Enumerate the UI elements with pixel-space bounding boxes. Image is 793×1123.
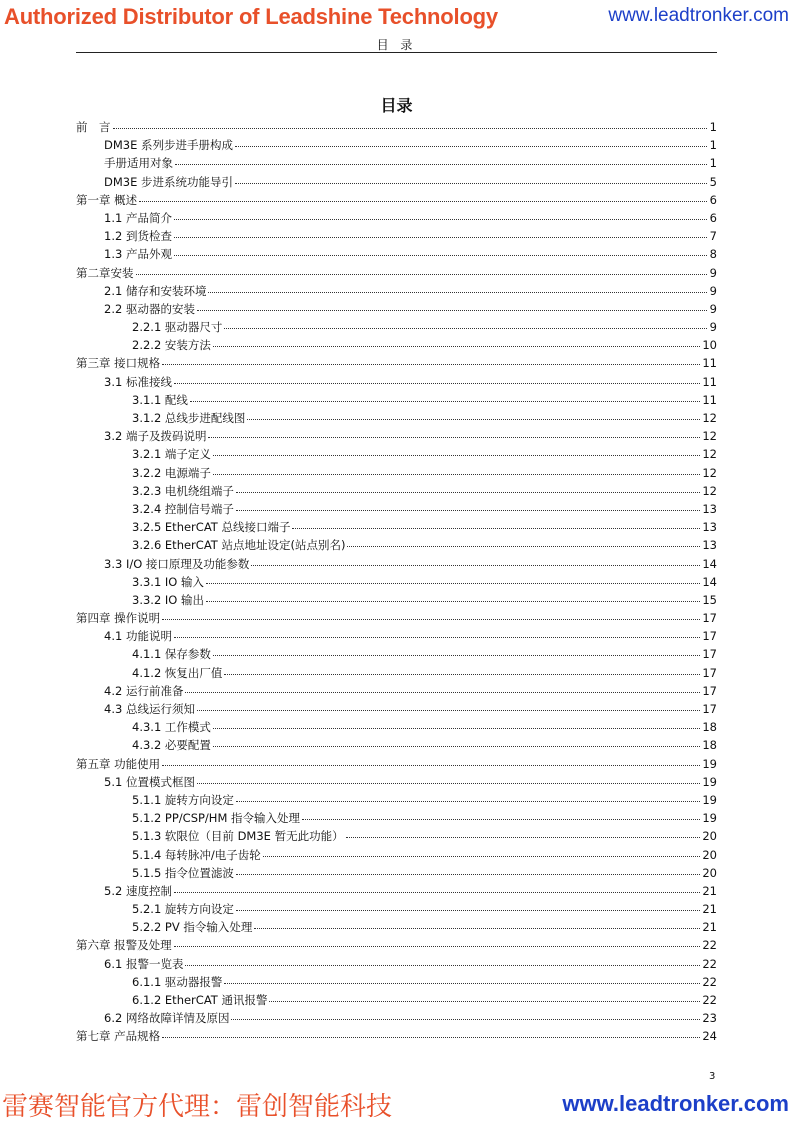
toc-entry[interactable]: [76, 627, 717, 645]
toc-entry[interactable]: [76, 427, 717, 445]
toc-entry-title: 手册适用对象: [104, 156, 173, 171]
toc-entry[interactable]: [76, 682, 717, 700]
toc-entry[interactable]: [76, 936, 717, 954]
toc-entry-title: 3.2.2 电源端子: [132, 465, 211, 480]
toc-entry-title: 第二章安装: [76, 265, 134, 280]
footer-website-link[interactable]: www.leadtronker.com: [562, 1091, 789, 1116]
toc-dot-leader: [206, 573, 700, 584]
toc-entry-page: 22: [702, 956, 717, 971]
toc-dot-leader: [213, 464, 700, 475]
table-of-contents: [76, 118, 717, 1046]
toc-entry[interactable]: [76, 1009, 717, 1027]
toc-dot-leader: [162, 755, 700, 766]
toc-entry-title: 2.2.2 安装方法: [132, 338, 211, 353]
toc-entry-title: 5.1.2 PP/CSP/HM 指令输入处理: [132, 811, 301, 826]
toc-entry-title: 5.1.4 每转脉冲/电子齿轮: [132, 847, 261, 862]
toc-entry[interactable]: [76, 336, 717, 354]
toc-entry-title: 3.2.5 EtherCAT 总线接口端子: [132, 520, 291, 535]
toc-dot-leader: [174, 227, 707, 238]
toc-entry-title: 4.2 运行前准备: [104, 683, 184, 698]
toc-entry-page: 11: [702, 374, 717, 389]
toc-entry-page: 22: [702, 993, 717, 1007]
toc-dot-leader: [236, 482, 700, 493]
toc-entry[interactable]: [76, 609, 717, 627]
toc-entry[interactable]: [76, 282, 717, 300]
toc-entry-title: 5.2.2 PV 指令输入处理: [132, 920, 253, 935]
toc-entry-page: 12: [702, 483, 717, 498]
toc-dot-leader: [236, 500, 700, 511]
toc-entry[interactable]: [76, 827, 717, 845]
toc-entry-title: 4.1 功能说明: [104, 629, 172, 644]
toc-entry-page: 1: [709, 120, 717, 134]
toc-entry-title: 3.2.3 电机绕组端子: [132, 483, 234, 498]
toc-entry-title: DM3E 系列步进手册构成: [104, 138, 234, 153]
toc-entry[interactable]: [76, 173, 717, 191]
toc-dot-leader: [174, 627, 700, 638]
toc-entry-title: 4.3.1 工作模式: [132, 720, 211, 735]
toc-dot-leader: [113, 118, 708, 129]
toc-dot-leader: [236, 900, 700, 911]
toc-entry[interactable]: [76, 918, 717, 936]
footer-agent-text: 雷赛智能官方代理：雷创智能科技: [2, 1092, 393, 1122]
page-number: 3: [709, 1071, 716, 1082]
toc-entry-title: 第三章 接口规格: [76, 356, 161, 371]
toc-entry-page: 17: [702, 665, 717, 680]
toc-entry-title: 3.3 I/O 接口原理及功能参数: [104, 556, 250, 571]
toc-entry[interactable]: [76, 391, 717, 409]
toc-entry[interactable]: [76, 846, 717, 864]
toc-entry-page: 9: [709, 283, 717, 298]
toc-entry-title: 3.2.6 EtherCAT 站点地址设定(站点别名): [132, 538, 346, 553]
toc-dot-leader: [162, 354, 700, 365]
toc-entry[interactable]: [76, 536, 717, 554]
toc-entry-page: 11: [702, 356, 717, 371]
toc-entry[interactable]: [76, 555, 717, 573]
toc-entry[interactable]: [76, 154, 717, 172]
toc-dot-leader: [224, 664, 700, 675]
toc-entry[interactable]: [76, 209, 717, 227]
toc-entry[interactable]: [76, 955, 717, 973]
toc-title: 目录: [380, 96, 413, 115]
toc-dot-leader: [263, 846, 701, 857]
toc-entry[interactable]: [76, 718, 717, 736]
toc-entry-title: 4.3.2 必要配置: [132, 738, 211, 753]
toc-entry-title: 5.1.1 旋转方向设定: [132, 792, 234, 807]
toc-entry[interactable]: [76, 973, 717, 991]
toc-entry[interactable]: [76, 809, 717, 827]
toc-dot-leader: [174, 245, 707, 256]
toc-entry-title: 第六章 报警及处理: [76, 938, 172, 953]
toc-entry[interactable]: [76, 445, 717, 463]
toc-entry-page: 19: [702, 811, 717, 826]
toc-entry-title: 第四章 操作说明: [76, 611, 161, 626]
toc-entry-page: 17: [702, 611, 717, 626]
toc-entry[interactable]: [76, 245, 717, 263]
toc-dot-leader: [224, 318, 707, 329]
toc-entry-page: 1: [709, 138, 717, 153]
toc-dot-leader: [197, 300, 707, 311]
toc-entry-page: 13: [702, 520, 717, 535]
toc-dot-leader: [208, 282, 707, 293]
toc-entry-title: 第一章 概述: [76, 192, 138, 207]
toc-dot-leader: [251, 555, 700, 566]
toc-entry-page: 23: [702, 1011, 717, 1026]
toc-entry[interactable]: [76, 373, 717, 391]
toc-entry[interactable]: [76, 700, 717, 718]
header-distributor-text: Authorized Distributor of Leadshine Technology: [4, 4, 498, 29]
toc-entry[interactable]: [76, 136, 717, 154]
toc-entry[interactable]: [76, 409, 717, 427]
toc-entry[interactable]: [76, 864, 717, 882]
toc-entry-page: 6: [709, 210, 717, 225]
toc-entry-title: 5.2 速度控制: [104, 883, 172, 898]
toc-entry-title: 5.1 位置模式框图: [104, 774, 195, 789]
toc-entry-page: 17: [702, 702, 717, 716]
toc-entry[interactable]: [76, 755, 717, 773]
toc-entry[interactable]: [76, 500, 717, 518]
toc-entry-page: 21: [702, 920, 717, 935]
toc-dot-leader: [292, 518, 700, 529]
toc-entry-page: 12: [702, 465, 717, 480]
toc-dot-leader: [190, 391, 700, 402]
toc-entry-title: 3.1.2 总线步进配线图: [132, 411, 246, 425]
toc-entry-page: 9: [709, 320, 717, 335]
toc-dot-leader: [208, 427, 700, 438]
toc-entry-page: 14: [702, 574, 717, 589]
toc-dot-leader: [174, 209, 707, 220]
toc-dot-leader: [269, 991, 700, 1002]
toc-entry[interactable]: [76, 591, 717, 609]
toc-entry-page: 20: [702, 847, 717, 862]
toc-entry-title: 3.1 标准接线: [104, 374, 172, 389]
toc-entry-page: 19: [702, 756, 717, 771]
toc-entry[interactable]: [76, 900, 717, 918]
toc-entry-page: 6: [709, 192, 717, 207]
toc-entry-title: 5.2.1 旋转方向设定: [132, 902, 234, 917]
toc-dot-leader: [213, 445, 700, 456]
toc-dot-leader: [174, 373, 700, 384]
toc-entry-page: 19: [702, 792, 717, 807]
toc-entry[interactable]: [76, 991, 717, 1009]
toc-entry[interactable]: [76, 736, 717, 754]
toc-entry-title: 6.1.1 驱动器报警: [132, 974, 223, 989]
toc-entry-page: 17: [702, 683, 717, 698]
toc-dot-leader: [162, 1027, 700, 1038]
toc-dot-leader: [213, 718, 700, 729]
toc-entry-page: 9: [709, 265, 717, 280]
toc-entry[interactable]: [76, 191, 717, 209]
toc-entry-title: 3.3.2 IO 输出: [132, 592, 205, 607]
toc-entry-title: 第七章 产品规格: [76, 1029, 161, 1044]
toc-entry-title: 6.1 报警一览表: [104, 956, 184, 971]
toc-entry-title: 2.2 驱动器的安装: [104, 301, 195, 316]
header-divider: [76, 52, 717, 53]
toc-dot-leader: [302, 809, 700, 820]
toc-entry-page: 13: [702, 538, 717, 553]
toc-entry-title: 3.2.1 端子定义: [132, 447, 211, 462]
toc-entry[interactable]: [76, 573, 717, 591]
toc-entry-page: 12: [702, 429, 717, 444]
toc-dot-leader: [213, 645, 700, 656]
toc-entry[interactable]: [76, 318, 717, 336]
toc-entry-title: 4.1.2 恢复出厂值: [132, 665, 223, 680]
toc-entry-title: 5.1.3 软限位（目前 DM3E 暂无此功能）: [132, 829, 344, 844]
toc-dot-leader: [347, 536, 700, 547]
toc-entry-title: 4.1.1 保存参数: [132, 647, 211, 662]
toc-dot-leader: [213, 736, 700, 747]
toc-entry-page: 5: [709, 174, 717, 189]
toc-entry-title: 前 言: [76, 120, 111, 134]
toc-entry-title: 3.1.1 配线: [132, 392, 188, 407]
toc-entry-page: 17: [702, 629, 717, 644]
toc-entry-page: 13: [702, 501, 717, 516]
toc-entry[interactable]: [76, 773, 717, 791]
toc-dot-leader: [235, 173, 707, 184]
toc-entry[interactable]: [76, 791, 717, 809]
toc-dot-leader: [197, 700, 700, 711]
header-website-link[interactable]: www.leadtronker.com: [608, 5, 789, 26]
toc-entry[interactable]: [76, 882, 717, 900]
toc-entry[interactable]: [76, 354, 717, 372]
toc-dot-leader: [231, 1009, 700, 1020]
toc-entry-title: 1.2 到货检查: [104, 229, 172, 244]
toc-entry[interactable]: [76, 645, 717, 663]
toc-dot-leader: [224, 973, 700, 984]
toc-entry-page: 19: [702, 774, 717, 789]
toc-dot-leader: [346, 827, 701, 838]
toc-dot-leader: [247, 409, 700, 420]
toc-entry-page: 1: [709, 156, 717, 171]
toc-dot-leader: [197, 773, 700, 784]
toc-entry[interactable]: [76, 227, 717, 245]
toc-entry[interactable]: [76, 300, 717, 318]
toc-entry[interactable]: [76, 482, 717, 500]
toc-entry[interactable]: [76, 118, 717, 136]
toc-entry-page: 20: [702, 865, 717, 880]
toc-entry-title: DM3E 步进系统功能导引: [104, 174, 234, 189]
toc-entry[interactable]: [76, 264, 717, 282]
toc-entry-title: 6.1.2 EtherCAT 通讯报警: [132, 993, 268, 1007]
toc-entry-title: 2.2.1 驱动器尺寸: [132, 320, 223, 335]
toc-dot-leader: [185, 682, 700, 693]
toc-entry[interactable]: [76, 518, 717, 536]
toc-dot-leader: [139, 191, 707, 202]
toc-dot-leader: [254, 918, 700, 929]
toc-entry-page: 18: [702, 738, 717, 753]
toc-entry-page: 12: [702, 447, 717, 462]
toc-entry-page: 11: [702, 392, 717, 407]
toc-entry-page: 20: [702, 829, 717, 844]
toc-entry-page: 24: [702, 1029, 717, 1044]
toc-dot-leader: [213, 336, 700, 347]
running-header-title: 目 录: [376, 38, 417, 52]
toc-dot-leader: [236, 864, 700, 875]
toc-entry-page: 18: [702, 720, 717, 735]
toc-entry-title: 1.3 产品外观: [104, 247, 172, 262]
toc-dot-leader: [175, 154, 707, 165]
toc-entry-page: 8: [709, 247, 717, 262]
toc-entry-title: 4.3 总线运行须知: [104, 702, 195, 716]
toc-entry-title: 3.2.4 控制信号端子: [132, 501, 234, 516]
toc-dot-leader: [185, 955, 700, 966]
toc-entry-page: 21: [702, 902, 717, 917]
toc-entry-title: 第五章 功能使用: [76, 756, 161, 771]
toc-entry[interactable]: [76, 464, 717, 482]
toc-dot-leader: [174, 936, 701, 947]
toc-entry-page: 14: [702, 556, 717, 571]
toc-entry-page: 9: [709, 301, 717, 316]
toc-entry-title: 6.2 网络故障详情及原因: [104, 1011, 230, 1026]
toc-entry-page: 12: [702, 411, 717, 425]
toc-entry-title: 3.3.1 IO 输入: [132, 574, 205, 589]
toc-entry-title: 2.1 储存和安装环境: [104, 283, 207, 298]
toc-dot-leader: [235, 136, 707, 147]
toc-dot-leader: [236, 791, 700, 802]
toc-dot-leader: [206, 591, 700, 602]
toc-entry-title: 1.1 产品简介: [104, 210, 172, 225]
toc-entry-page: 7: [709, 229, 717, 244]
toc-entry[interactable]: [76, 664, 717, 682]
toc-entry-title: 3.2 端子及拨码说明: [104, 429, 207, 444]
toc-entry-page: 17: [702, 647, 717, 662]
toc-dot-leader: [174, 882, 700, 893]
toc-entry-page: 21: [702, 883, 717, 898]
toc-entry[interactable]: [76, 1027, 717, 1045]
toc-entry-title: 5.1.5 指令位置滤波: [132, 865, 234, 880]
toc-dot-leader: [136, 264, 708, 275]
toc-dot-leader: [162, 609, 700, 620]
toc-entry-page: 22: [702, 938, 717, 953]
toc-entry-page: 15: [702, 592, 717, 607]
toc-entry-page: 10: [702, 338, 717, 353]
toc-entry-page: 22: [702, 974, 717, 989]
